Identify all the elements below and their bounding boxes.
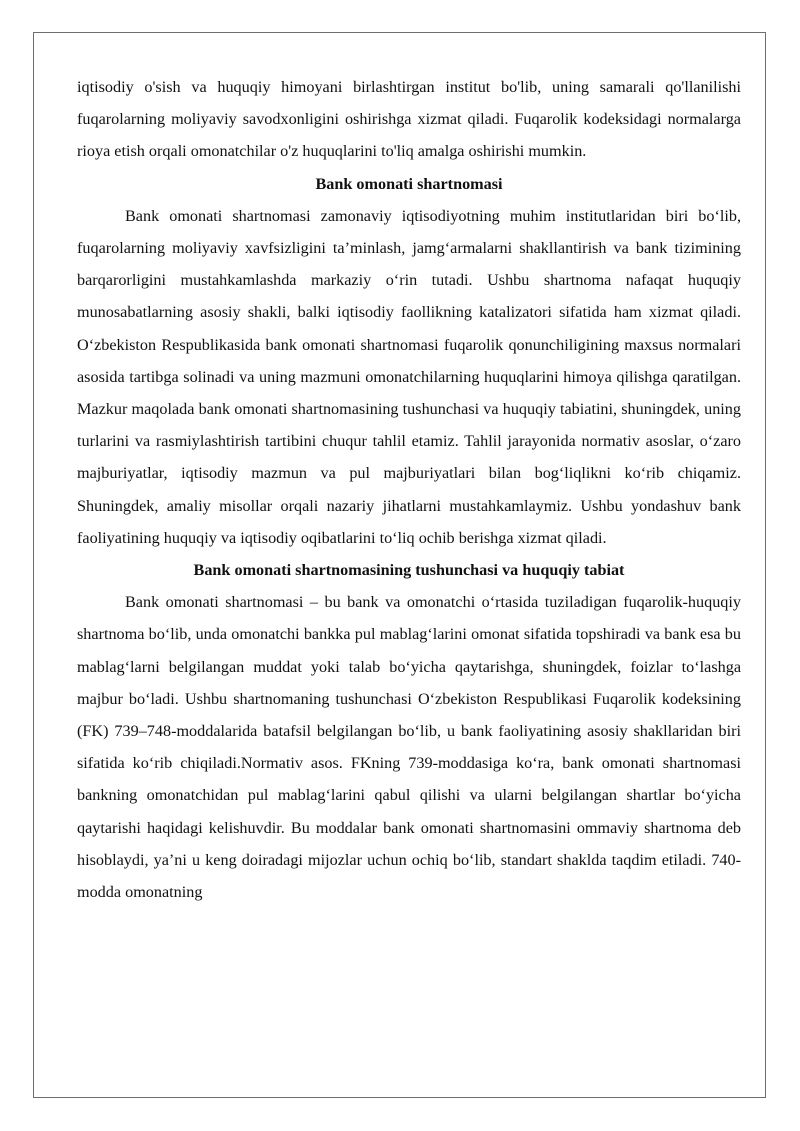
section-heading-concept-legal-nature: Bank omonati shartnomasining tushunchasi va huquqiy tabiat xyxy=(193,561,625,580)
section-heading-bank-deposit-contract: Bank omonati shartnomasi xyxy=(315,174,503,193)
document-body xyxy=(77,71,741,908)
section-paragraph-definition: Bank omonati shartnomasi – bu bank va omonatchi o‘rtasida tuziladigan fuqarolik-huquqiy shartnoma bo‘lib, unda omonatchi bankka pul mablag‘larini omonat sifatida topshiradi va bank esa bu mablag‘larni belgilangan muddat yoki talab bo‘yicha qaytarishga, shuningdek, foizlar to‘lashga majbur bo‘ladi. Ushbu shartnomaning tushunchasi O‘zbekiston Respublikasi Fuqarolik kodeksining (FK) 739–748-moddalarida batafsil belgilangan bo‘lib, u bank faoliyatining asosiy shakllaridan biri sifatida ko‘rib chiqiladi.Normativ asos. FKning 739-moddasiga ko‘ra, bank omonati shartnomasi bankning omonatchidan pul mablag‘larini qabul qilishi va ularni belgilangan shartlar bo‘yicha qaytarishi haqidagi kelishuvdir. Bu moddalar bank omonati shartnomasini ommaviy shartnoma deb hisoblaydi, ya’ni u keng doiradagi mijozlar uchun ochiq bo‘lib, standart shaklda taqdim etiladi. 740-modda omonatning xyxy=(77,593,741,902)
section-paragraph-overview: Bank omonati shartnomasi zamonaviy iqtisodiyotning muhim institutlaridan biri bo‘lib, fuqarolarning moliyaviy xavfsizligini ta’minlash, jamg‘armalarni shakllantirish va bank tizimining barqarorligini mustahkamlashda markaziy o‘rin tutadi. Ushbu shartnoma nafaqat huquqiy munosabatlarning asosiy shakli, balki iqtisodiy faollikning katalizatori sifatida ham xizmat qiladi. O‘zbekiston Respublikasida bank omonati shartnomasi fuqarolik qonunchiligining maxsus normalari asosida tartibga solinadi va uning mazmuni omonatchilarning huquqlarini himoya qilishga qaratilgan. Mazkur maqolada bank omonati shartnomasining tushunchasi va huquqiy tabiatini, shuningdek, uning turlarini va rasmiylashtirish tartibini chuqur tahlil etamiz. Tahlil jarayonida normativ asoslar, o‘zaro majburiyatlar, iqtisodiy mazmun va pul majburiyatlari bilan bog‘liqlikni ko‘rib chiqamiz. Shuningdek, amaliy misollar orqali nazariy jihatlarni mustahkamlaymiz. Ushbu yondashuv bank faoliyatining huquqiy va iqtisodiy oqibatlarini to‘liq ochib berishga xizmat qiladi. xyxy=(77,206,741,547)
intro-paragraph: iqtisodiy o'sish va huquqiy himoyani birlashtirgan institut bo'lib, uning samarali qo'llanilishi fuqarolarning moliyaviy savodxonligini oshirishga xizmat qiladi. Fuqarolik kodeksidagi normalarga rioya etish orqali omonatchilar o'z huquqlarini to'liq amalga oshirishi mumkin. xyxy=(77,78,741,161)
